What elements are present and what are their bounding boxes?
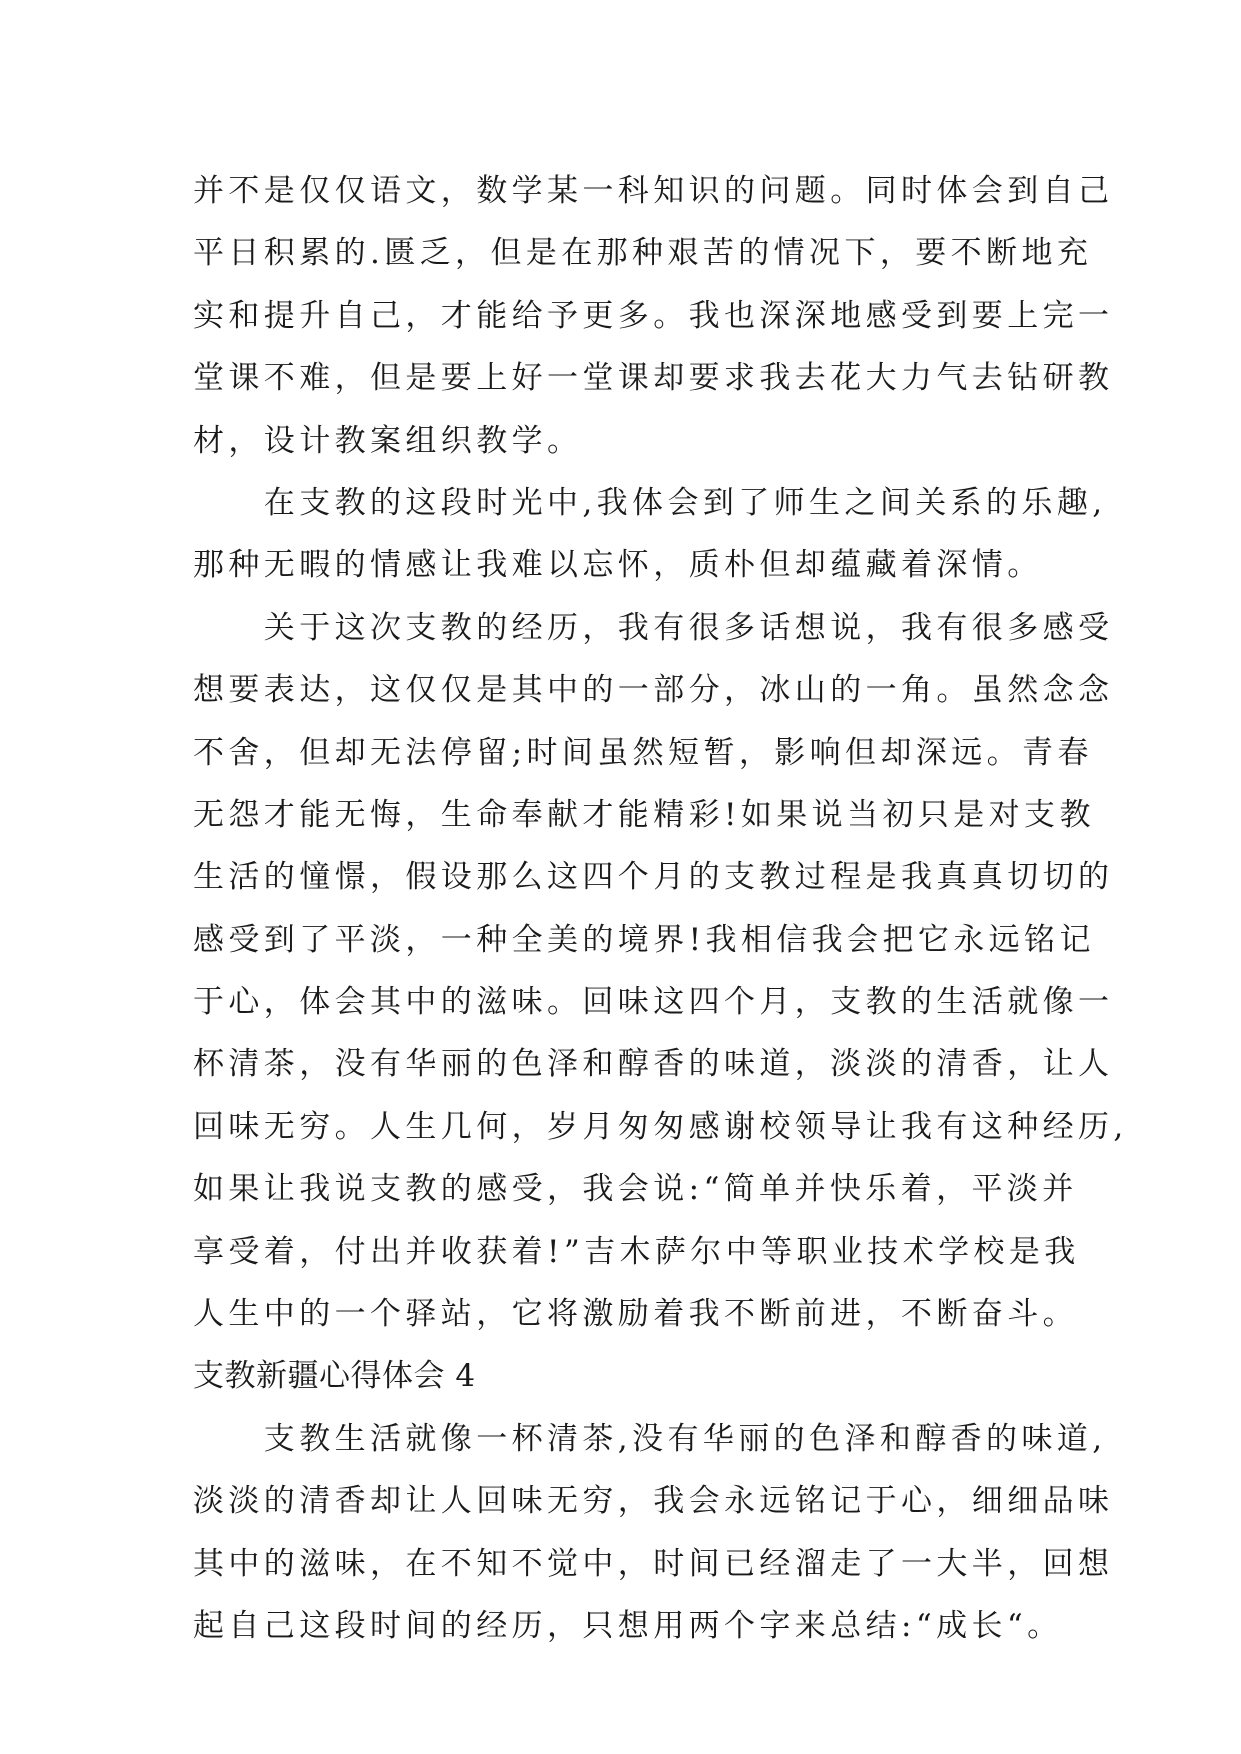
text-line: 平日积累的.匮乏，但是在那种艰苦的情况下，要不断地充 bbox=[193, 235, 1093, 272]
text-line: 实和提升自己，才能给予更多。我也深深地感受到要上完一 bbox=[193, 297, 1114, 334]
text-line: 感受到了平淡，一种全美的境界!我相信我会把它永远铭记 bbox=[193, 921, 1095, 958]
text-line: 回味无穷。人生几何，岁月匆匆感谢校领导让我有这种经历, bbox=[193, 1108, 1128, 1145]
text-line: 那种无暇的情感让我难以忘怀，质朴但却蕴藏着深情。 bbox=[193, 547, 1043, 584]
text-line: 起自己这段时间的经历，只想用两个字来总结:“成长“。 bbox=[193, 1607, 1063, 1644]
text-line: 堂课不难，但是要上好一堂课却要求我去花大力气去钻研教 bbox=[193, 360, 1114, 397]
text-line: 无怨才能无悔，生命奉献才能精彩!如果说当初只是对支教 bbox=[193, 796, 1095, 833]
section-heading: 支教新疆心得体会 4 bbox=[193, 1358, 476, 1395]
text-line: 于心，体会其中的滋味。回味这四个月，支教的生活就像一 bbox=[193, 984, 1114, 1021]
text-line: 支教生活就像一杯清茶,没有华丽的色泽和醇香的味道, bbox=[193, 1420, 1107, 1457]
text-line: 在支教的这段时光中,我体会到了师生之间关系的乐趣, bbox=[193, 484, 1107, 521]
document-body bbox=[193, 160, 1128, 1657]
text-line: 生活的憧憬，假设那么这四个月的支教过程是我真真切切的 bbox=[193, 859, 1114, 896]
text-line: 享受着，付出并收获着!”吉木萨尔中等职业技术学校是我 bbox=[193, 1233, 1080, 1270]
text-line: 不舍，但却无法停留;时间虽然短暂，影响但却深远。青春 bbox=[193, 734, 1093, 771]
text-line: 人生中的一个驿站，它将激励着我不断前进，不断奋斗。 bbox=[193, 1296, 1078, 1333]
text-line: 杯清茶，没有华丽的色泽和醇香的味道，淡淡的清香，让人 bbox=[193, 1046, 1114, 1083]
text-line: 关于这次支教的经历，我有很多话想说，我有很多感受 bbox=[193, 609, 1114, 646]
text-line: 如果让我说支教的感受，我会说:“简单并快乐着，平淡并 bbox=[193, 1171, 1078, 1208]
text-line: 并不是仅仅语文，数学某一科知识的问题。同时体会到自己 bbox=[193, 173, 1114, 209]
text-line: 材，设计教案组织教学。 bbox=[193, 422, 583, 459]
text-line: 淡淡的清香却让人回味无穷，我会永远铭记于心，细细品味 bbox=[193, 1483, 1114, 1520]
text-line: 其中的滋味，在不知不觉中，时间已经溜走了一大半，回想 bbox=[193, 1545, 1114, 1582]
text-line: 想要表达，这仅仅是其中的一部分，冰山的一角。虽然念念 bbox=[193, 672, 1114, 709]
